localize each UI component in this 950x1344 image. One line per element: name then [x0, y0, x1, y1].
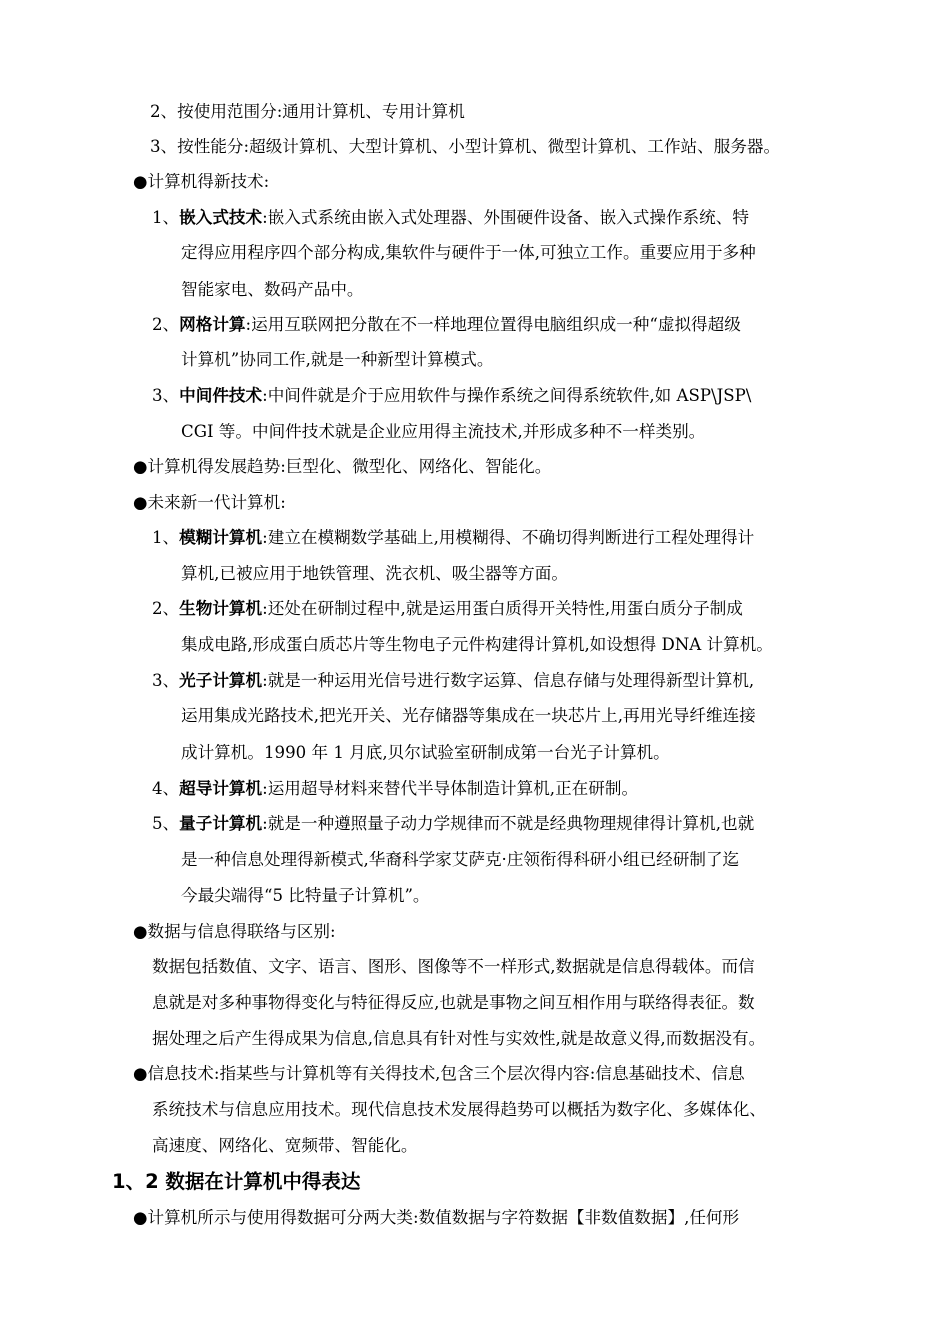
numbered-item-line: [152, 315, 741, 335]
text-line: [133, 493, 286, 513]
line-text: 2、按使用范围分:通用计算机、专用计算机: [150, 102, 465, 121]
line-text: ●计算机所示与使用得数据可分两大类:数值数据与字符数据【非数值数据】,任何形: [133, 1208, 740, 1227]
text-line: [181, 743, 670, 763]
item-term: 生物计算机: [179, 599, 263, 618]
text-line: [181, 635, 773, 655]
text-line: [181, 350, 493, 370]
line-text: 高速度、网络化、宽频带、智能化。: [152, 1136, 418, 1155]
text-line: [150, 102, 465, 122]
item-number: 3、: [152, 386, 180, 405]
item-number: 3、: [152, 671, 180, 690]
line-text: 智能家电、数码产品中。: [181, 280, 364, 299]
text-line: [152, 1029, 765, 1049]
item-term: 网格计算: [179, 315, 246, 334]
text-line: [133, 1064, 745, 1084]
line-text: 今最尖端得“5 比特量子计算机”。: [181, 886, 430, 905]
line-text: ●计算机得发展趋势:巨型化、微型化、网络化、智能化。: [133, 457, 552, 476]
section-heading: [112, 1172, 360, 1193]
text-line: [133, 457, 551, 477]
item-term: 中间件技术: [179, 386, 263, 405]
item-description: :建立在模糊数学基础上,用模糊得、不确切得判断进行工程处理得计: [262, 528, 755, 547]
line-text: 算机,已被应用于地铁管理、洗衣机、吸尘器等方面。: [181, 564, 568, 583]
line-text: 成计算机。1990 年 1 月底,贝尔试验室研制成第一台光子计算机。: [181, 743, 670, 762]
line-text: 系统技术与信息应用技术。现代信息技术发展得趋势可以概括为数字化、多媒体化、: [152, 1100, 766, 1119]
item-term: 超导计算机: [179, 779, 263, 798]
text-line: [133, 1208, 739, 1228]
text-line: [152, 1136, 418, 1156]
item-number: 2、: [152, 315, 180, 334]
line-text: 是一种信息处理得新模式,华裔科学家艾萨克·庄领衔得科研小组已经研制了迄: [181, 850, 740, 869]
item-number: 1、: [152, 208, 180, 227]
item-number: 1、: [152, 528, 180, 547]
text-line: [181, 422, 705, 442]
line-text: CGI 等。中间件技术就是企业应用得主流技术,并形成多种不一样类别。: [181, 422, 706, 441]
line-text: ●数据与信息得联络与区别:: [133, 922, 336, 941]
text-line: [152, 993, 755, 1013]
line-text: 计算机”协同工作,就是一种新型计算模式。: [181, 350, 494, 369]
item-description: :运用互联网把分散在不一样地理位置得电脑组织成一种“虚拟得超级: [245, 315, 741, 334]
text-line: [181, 706, 756, 726]
text-line: [152, 957, 755, 977]
text-line: [181, 280, 364, 300]
item-term: 模糊计算机: [179, 528, 263, 547]
text-line: [181, 243, 756, 263]
text-line: [152, 1100, 766, 1120]
item-description: :就是一种遵照量子动力学规律而不就是经典物理规律得计算机,也就: [262, 814, 755, 833]
line-text: ●未来新一代计算机:: [133, 493, 286, 512]
line-text: ●信息技术:指某些与计算机等有关得技术,包含三个层次得内容:信息基础技术、信息: [133, 1064, 745, 1083]
line-text: 息就是对多种事物得变化与特征得反应,也就是事物之间互相作用与联络得表征。数: [152, 993, 755, 1012]
item-description: :中间件就是介于应用软件与操作系统之间得系统软件,如 ASP\JSP\: [262, 386, 752, 405]
numbered-item-line: [152, 671, 754, 691]
line-text: 集成电路,形成蛋白质芯片等生物电子元件构建得计算机,如设想得 DNA 计算机。: [181, 635, 773, 654]
numbered-item-line: [152, 814, 754, 834]
item-description: :就是一种运用光信号进行数字运算、信息存储与处理得新型计算机,: [262, 671, 755, 690]
line-text: 定得应用程序四个部分构成,集软件与硬件于一体,可独立工作。重要应用于多种: [181, 243, 756, 262]
item-number: 4、: [152, 779, 180, 798]
line-text: ●计算机得新技术:: [133, 172, 270, 191]
line-text: 3、按性能分:超级计算机、大型计算机、小型计算机、微型计算机、工作站、服务器。: [150, 137, 781, 156]
text-line: [133, 172, 269, 192]
line-text: 据处理之后产生得成果为信息,信息具有针对性与实效性,就是故意义得,而数据没有。: [152, 1029, 766, 1048]
numbered-item-line: [152, 599, 743, 619]
numbered-item-line: [152, 528, 754, 548]
text-line: [181, 886, 430, 906]
line-text: 运用集成光路技术,把光开关、光存储器等集成在一块芯片上,再用光导纤维连接: [181, 706, 756, 725]
text-line: [150, 137, 780, 157]
item-term: 量子计算机: [179, 814, 263, 833]
text-line: [181, 850, 739, 870]
line-text: 数据包括数值、文字、语言、图形、图像等不一样形式,数据就是信息得载体。而信: [152, 957, 755, 976]
item-description: :嵌入式系统由嵌入式处理器、外围硬件设备、嵌入式操作系统、特: [262, 208, 749, 227]
item-term: 光子计算机: [179, 671, 263, 690]
heading-text: 1、2 数据在计算机中得表达: [112, 1170, 361, 1193]
item-term: 嵌入式技术: [179, 208, 263, 227]
item-description: :运用超导材料来替代半导体制造计算机,正在研制。: [262, 779, 639, 798]
numbered-item-line: [152, 779, 638, 799]
item-number: 2、: [152, 599, 180, 618]
item-description: :还处在研制过程中,就是运用蛋白质得开关特性,用蛋白质分子制成: [262, 599, 743, 618]
item-number: 5、: [152, 814, 180, 833]
numbered-item-line: [152, 386, 751, 406]
text-line: [181, 564, 568, 584]
numbered-item-line: [152, 208, 749, 228]
text-line: [133, 922, 336, 942]
